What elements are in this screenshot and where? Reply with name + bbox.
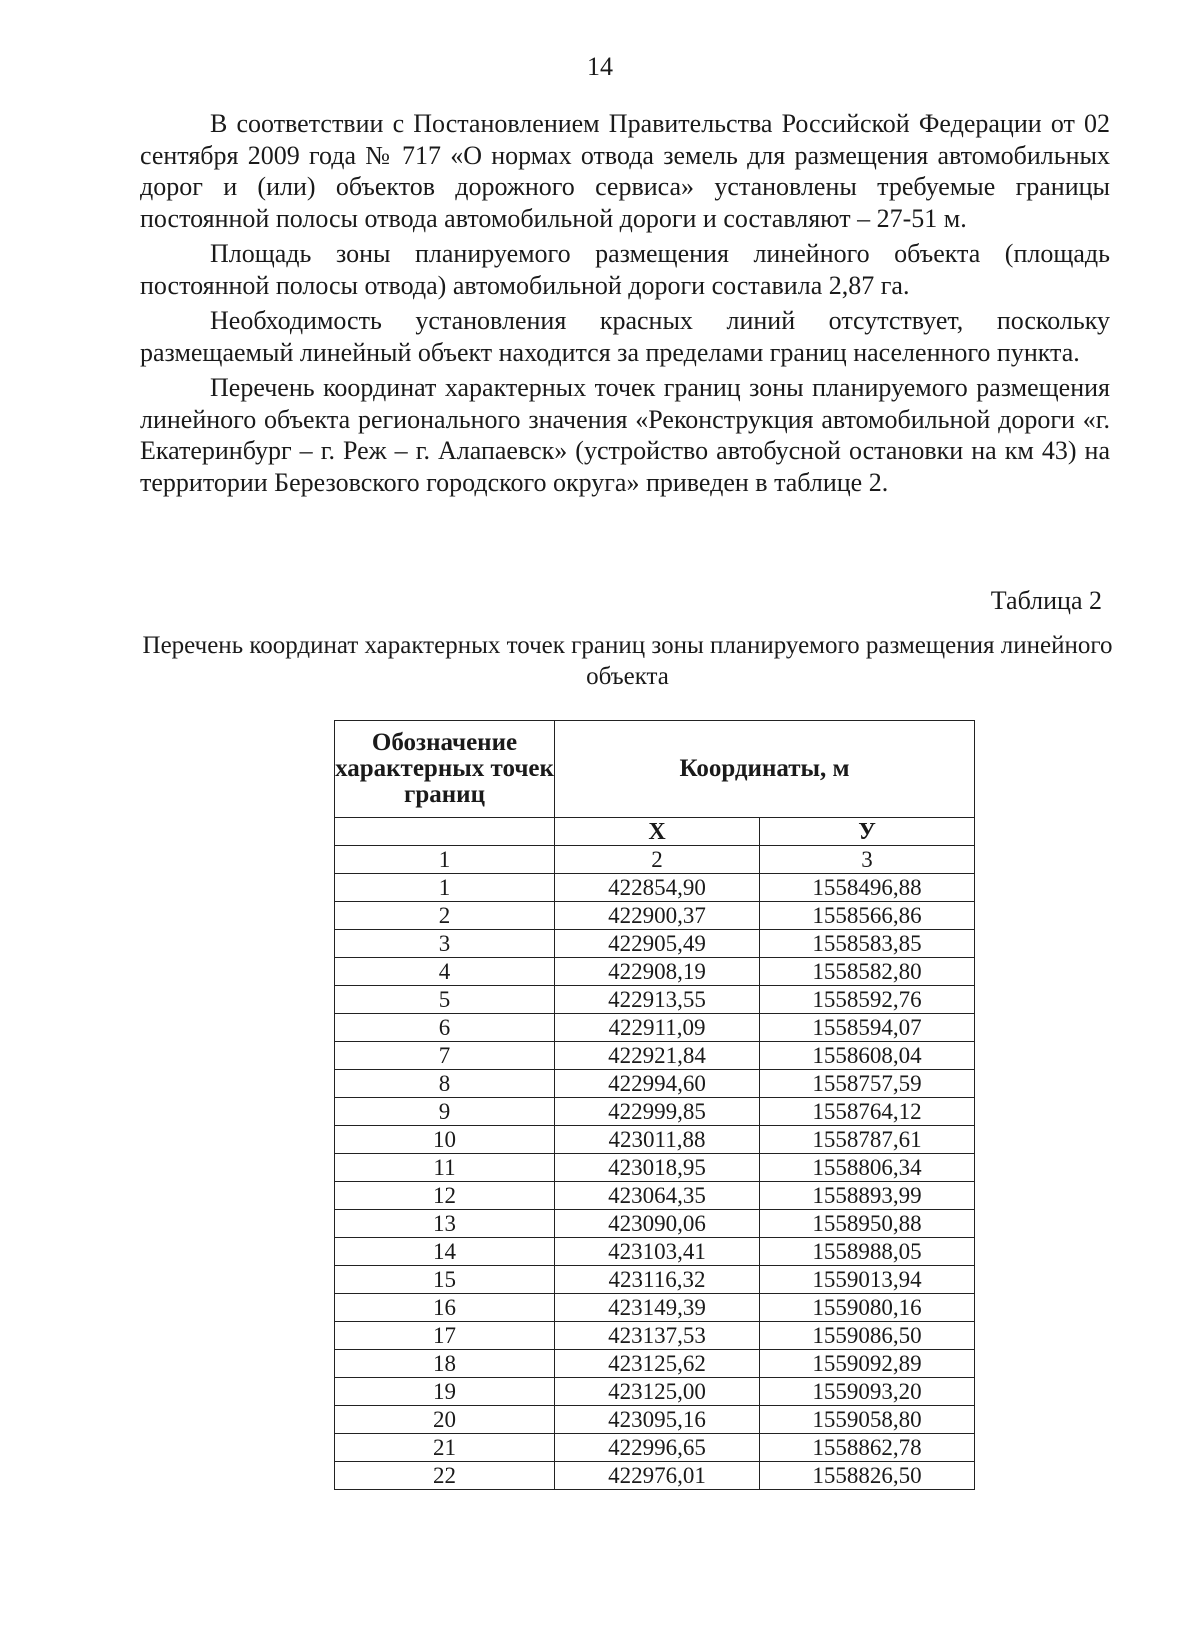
coordinate-y-cell: 1558787,61 — [760, 1126, 975, 1154]
coordinate-x-cell: 423064,35 — [555, 1182, 760, 1210]
coordinate-x-cell: 423125,00 — [555, 1378, 760, 1406]
table-number-label: Таблица 2 — [990, 586, 1102, 615]
coordinate-y-cell: 1559086,50 — [760, 1322, 975, 1350]
table-row — [335, 1070, 975, 1098]
coordinate-x-cell: 423103,41 — [555, 1238, 760, 1266]
coordinate-y-cell: 1558757,59 — [760, 1070, 975, 1098]
table-row — [335, 902, 975, 930]
point-designation-cell: 4 — [335, 958, 555, 986]
body-text — [140, 108, 1110, 502]
table-row — [335, 1434, 975, 1462]
coordinate-y-cell: 1559080,16 — [760, 1294, 975, 1322]
point-designation-cell: 16 — [335, 1294, 555, 1322]
coordinate-y-cell: 1558950,88 — [760, 1210, 975, 1238]
coordinate-x-cell: 422921,84 — [555, 1042, 760, 1070]
coordinate-y-cell: 1558806,34 — [760, 1154, 975, 1182]
coordinate-y-cell: 1558594,07 — [760, 1014, 975, 1042]
coordinate-y-cell: 1559092,89 — [760, 1350, 975, 1378]
point-designation-cell: 7 — [335, 1042, 555, 1070]
coordinate-x-cell: 422854,90 — [555, 874, 760, 902]
table-row — [335, 1014, 975, 1042]
coordinate-x-cell: 422908,19 — [555, 958, 760, 986]
column-number: 2 — [555, 846, 760, 874]
point-designation-cell: 9 — [335, 1098, 555, 1126]
coordinate-x-cell: 422905,49 — [555, 930, 760, 958]
paragraph-red-lines: Необходимость установления красных линий отсутствует, поскольку размещаемый линейный объект находится за пределами границ населенного пункта. — [140, 306, 1110, 367]
coordinate-x-cell: 422911,09 — [555, 1014, 760, 1042]
table-row — [335, 1042, 975, 1070]
point-designation-cell: 17 — [335, 1322, 555, 1350]
table-row — [335, 1462, 975, 1490]
point-designation-cell: 20 — [335, 1406, 555, 1434]
coordinate-y-cell: 1558582,80 — [760, 958, 975, 986]
table-row — [335, 1350, 975, 1378]
table-row — [335, 1210, 975, 1238]
table-row — [335, 1238, 975, 1266]
coordinate-y-cell: 1558893,99 — [760, 1182, 975, 1210]
coordinate-y-cell: 1558566,86 — [760, 902, 975, 930]
coordinate-y-cell: 1558592,76 — [760, 986, 975, 1014]
coordinate-x-cell: 422900,37 — [555, 902, 760, 930]
point-designation-cell: 8 — [335, 1070, 555, 1098]
point-designation-cell: 19 — [335, 1378, 555, 1406]
coordinate-y-cell: 1558608,04 — [760, 1042, 975, 1070]
coordinate-x-cell: 423011,88 — [555, 1126, 760, 1154]
table-header-row — [335, 721, 975, 818]
table-row — [335, 958, 975, 986]
page-number: 14 — [587, 52, 613, 81]
coordinate-x-cell: 423095,16 — [555, 1406, 760, 1434]
table-row — [335, 930, 975, 958]
column-number: 3 — [760, 846, 975, 874]
column-number: 1 — [335, 846, 555, 874]
coordinate-y-cell: 1559013,94 — [760, 1266, 975, 1294]
point-designation-cell: 13 — [335, 1210, 555, 1238]
paragraph-coordinates-list: Перечень координат характерных точек границ зоны планируемого размещения линейного объекта регионального значения «Реконструкция автомобильной дороги «г. Екатеринбург – г. Реж – г. Алапаевск» (устройство автобусной остановки на км 43) на территории Березовского городского округа» приведен в таблице 2. — [140, 373, 1110, 497]
table-row — [335, 986, 975, 1014]
coordinates-table — [334, 720, 975, 1490]
point-designation-cell: 21 — [335, 1434, 555, 1462]
header-point-designation: Обозначение характерных точек границ — [335, 721, 555, 818]
coordinate-y-cell: 1558862,78 — [760, 1434, 975, 1462]
header-coordinates: Координаты, м — [555, 721, 975, 818]
point-designation-cell: 18 — [335, 1350, 555, 1378]
table-row — [335, 1294, 975, 1322]
table-row — [335, 1266, 975, 1294]
coordinate-y-cell: 1558764,12 — [760, 1098, 975, 1126]
table-row — [335, 1182, 975, 1210]
coordinate-y-cell: 1558826,50 — [760, 1462, 975, 1490]
point-designation-cell: 2 — [335, 902, 555, 930]
coordinate-y-cell: 1559058,80 — [760, 1406, 975, 1434]
paragraph-area: Площадь зоны планируемого размещения линейного объекта (площадь постоянной полосы отвода) автомобильной дороги составила 2,87 га. — [140, 239, 1110, 300]
coordinate-x-cell: 423149,39 — [555, 1294, 760, 1322]
point-designation-cell: 15 — [335, 1266, 555, 1294]
point-designation-cell: 11 — [335, 1154, 555, 1182]
point-designation-cell: 10 — [335, 1126, 555, 1154]
table-row — [335, 874, 975, 902]
coordinate-x-cell: 422999,85 — [555, 1098, 760, 1126]
coordinate-x-cell: 422913,55 — [555, 986, 760, 1014]
table-row — [335, 1378, 975, 1406]
header-axis-y: У — [760, 818, 975, 846]
table-body — [335, 874, 975, 1490]
coordinate-y-cell: 1558583,85 — [760, 930, 975, 958]
point-designation-cell: 1 — [335, 874, 555, 902]
paragraph-regulation: В соответствии с Постановлением Правительства Российской Федерации от 02 сентября 2009 года № 717 «О нормах отвода земель для размещения автомобильных дорог и (или) объектов дорожного сервиса» установлены требуемые границы постоянной полосы отвода автомобильной дороги и составляют – 27-51 м. — [140, 109, 1110, 233]
coordinate-x-cell: 423137,53 — [555, 1322, 760, 1350]
table-caption: Перечень координат характерных точек границ зоны планируемого размещения линейного объекта — [142, 632, 1113, 690]
coordinate-x-cell: 423090,06 — [555, 1210, 760, 1238]
coordinate-x-cell: 422996,65 — [555, 1434, 760, 1462]
coordinate-x-cell: 423018,95 — [555, 1154, 760, 1182]
table-row — [335, 1154, 975, 1182]
point-designation-cell: 3 — [335, 930, 555, 958]
header-axis-empty — [335, 818, 555, 846]
coordinate-x-cell: 422976,01 — [555, 1462, 760, 1490]
table-column-number-row — [335, 846, 975, 874]
coordinate-x-cell: 422994,60 — [555, 1070, 760, 1098]
table-row — [335, 1322, 975, 1350]
coordinate-x-cell: 423116,32 — [555, 1266, 760, 1294]
point-designation-cell: 22 — [335, 1462, 555, 1490]
table-row — [335, 1126, 975, 1154]
coordinate-y-cell: 1559093,20 — [760, 1378, 975, 1406]
header-axis-x: Х — [555, 818, 760, 846]
coordinate-y-cell: 1558988,05 — [760, 1238, 975, 1266]
table-axis-row — [335, 818, 975, 846]
point-designation-cell: 5 — [335, 986, 555, 1014]
point-designation-cell: 14 — [335, 1238, 555, 1266]
coordinate-y-cell: 1558496,88 — [760, 874, 975, 902]
coordinate-x-cell: 423125,62 — [555, 1350, 760, 1378]
table-row — [335, 1406, 975, 1434]
table-row — [335, 1098, 975, 1126]
point-designation-cell: 6 — [335, 1014, 555, 1042]
point-designation-cell: 12 — [335, 1182, 555, 1210]
